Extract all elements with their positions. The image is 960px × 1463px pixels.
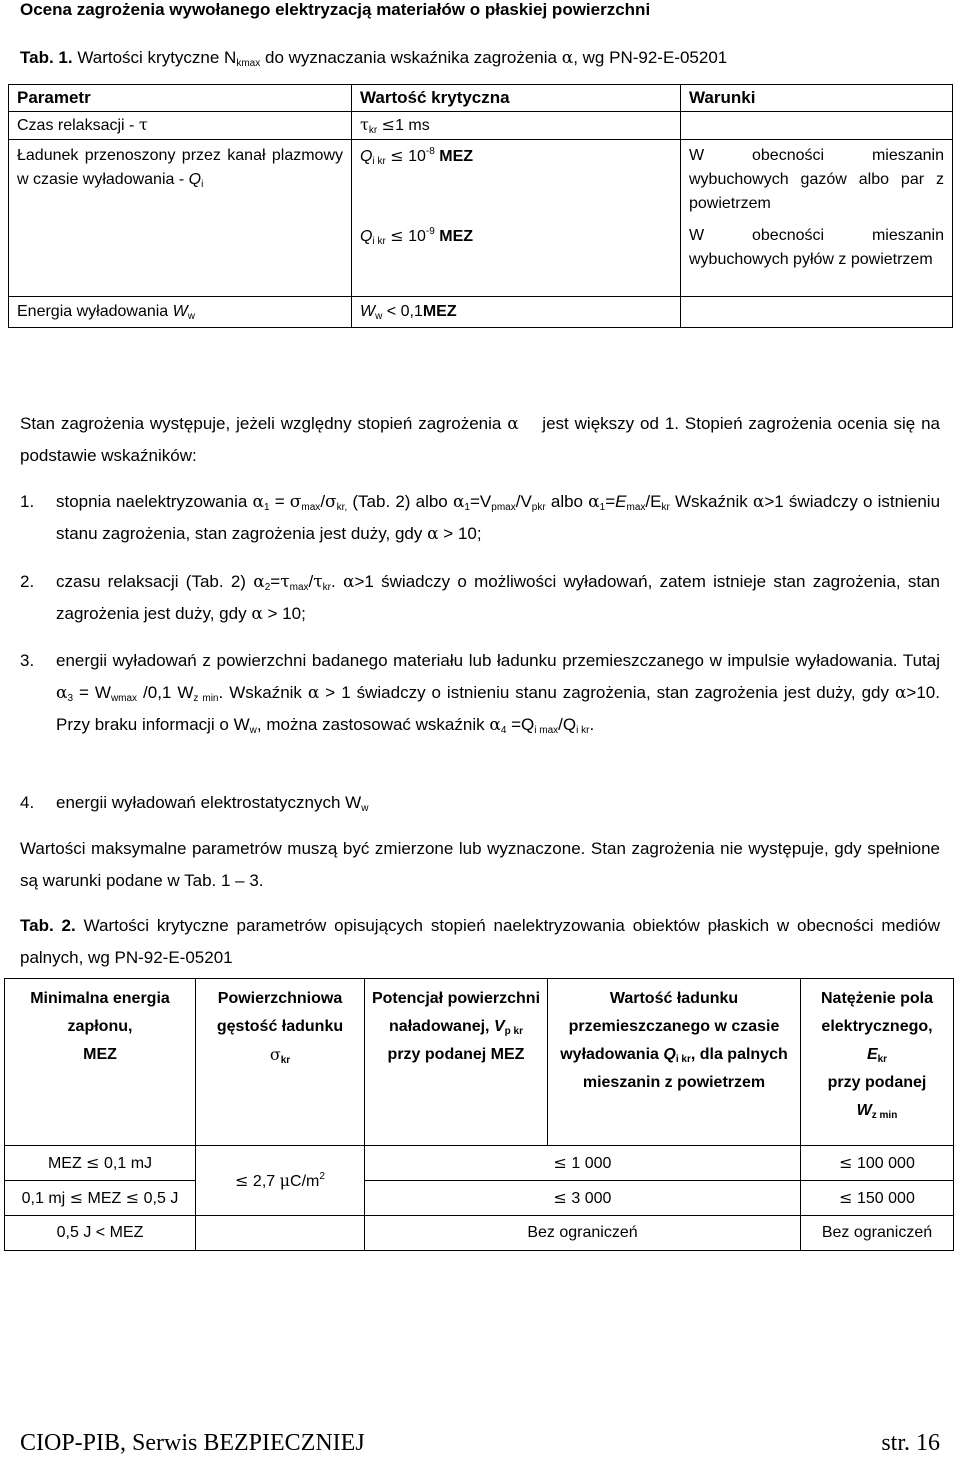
table2-header-field: Natężenie pola elektrycznego, $E_{kr}$ przy podanej $W_{z min}$ xyxy=(801,979,954,1146)
table2-row: 0,5 J < MEZ Bez ograniczeń Bez ograniczeń xyxy=(5,1216,954,1251)
intro-paragraph: Stan zagrożenia występuje, jeżeli względny stopień zagrożenia α jest większy od 1. Stopień zagrożenia ocenia się na podstawie wskaźników: xyxy=(20,414,940,465)
list-item-3: 3. energii wyładowań z powierzchni badanego materiału lub ładunku przemieszczanego w impulsie wyładowania. Tutaj $\alpha_3 = W_{wmax}$ /0,1 $W_{z min}$. Wskaźnik α > 1 świadczy o istnieniu stanu zagrożenia, stan zagrożenia jest duży, gdy α>10. Przy braku informacji o $W_w$, można zastosować wskaźnik $\alpha_4 =Q_{i max}/Q_{i kr}$. xyxy=(20,651,940,736)
table2 xyxy=(4,978,954,1251)
table2-header-charge: Wartość ładunku przemieszczanego w czasie wyładowania $Q_{i kr}$, dla palnych mieszanin z powietrzem xyxy=(548,979,801,1146)
table2-header-row xyxy=(5,979,954,1146)
list-item-2: 2. czasu relaksacji (Tab. 2) $\alpha_2=\tau_{max}/\tau_{kr}$. α>1 świadczy o możliwości wyładowań, zatem istnieje stan zagrożenia, stan zagrożenia jest duży, gdy α > 10; xyxy=(20,572,941,624)
table2-row: MEZ ≤ 0,1 mJ ≤ 2,7 $\mu C/m^2$ ≤ 1 000 ≤ 100 000 xyxy=(5,1146,954,1181)
table2-row: 0,1 mj ≤ MEZ ≤ 0,5 J ≤ 3 000 ≤ 150 000 xyxy=(5,1181,954,1216)
list-item-4: 4. energii wyładowań elektrostatycznych $W_w$ xyxy=(20,793,369,814)
table1-header-value: Wartość krytyczna xyxy=(352,85,681,112)
table2-caption: Tab. 2. Wartości krytyczne parametrów opisujących stopień naelektryzowania obiektów płaskich w obecności mediów palnych, wg PN-92-E-05201 xyxy=(20,916,940,967)
table1 xyxy=(8,84,953,328)
table1-row: $Q_{i kr} \le 10^{-9}$ MEZ W obecności mieszanin wybuchowych pyłów z powietrzem xyxy=(9,224,953,297)
table1-row: Ładunek przenoszony przez kanał plazmowy w czasie wyładowania - $Q_i$ $Q_{i kr} \le 10^{-8}$ MEZ W obecności mieszanin wybuchowych gazów albo par z powietrzem xyxy=(9,140,953,225)
table1-header-param: Parametr xyxy=(9,85,352,112)
table2-header-mez: Minimalna energia zapłonu, MEZ xyxy=(5,979,196,1146)
table1-header-row xyxy=(9,85,953,112)
footer-source: CIOP-PIB, Serwis BEZPIECZNIEJ xyxy=(20,1430,365,1456)
table1-row: Energia wyładowania $W_w$ $W_w < 0,1MEZ$ xyxy=(9,297,953,328)
table1-row: Czas relaksacji - τ $\tau_{kr} \le 1$ ms xyxy=(9,112,953,140)
list-item-1: 1. stopnia naelektryzowania $\alpha_1 = \sigma_{max}/\sigma_{kr,}$ (Tab. 2) albo $\alpha_1=V_{pmax}/V_{pkr}$ albo $\alpha_1=E_{max}/E_{kr}$ Wskaźnik α>1 świadczy o istnieniu stanu zagrożenia, stan zagrożenia jest duży, gdy α > 10; xyxy=(20,492,941,544)
page-heading: Ocena zagrożenia wywołanego elektryzacją materiałów o płaskiej powierzchni xyxy=(20,0,651,19)
table1-caption: Tab. 1. Wartości krytyczne $N_{kmax}$ do wyznaczania wskaźnika zagrożenia α, wg PN-92-E-05201 xyxy=(20,48,728,69)
table1-header-conditions: Warunki xyxy=(681,85,953,112)
footer-page-number: str. 16 xyxy=(881,1430,940,1456)
table1-condition-dust: W obecności mieszanin wybuchowych pyłów z powietrzem xyxy=(681,224,953,297)
table2-header-sigma: Powierzchniowa gęstość ładunku $\sigma_{kr}$ xyxy=(196,979,365,1146)
table1-condition-gases: W obecności mieszanin wybuchowych gazów albo par z powietrzem xyxy=(681,140,953,225)
paragraph-2: Wartości maksymalne parametrów muszą być zmierzone lub wyznaczone. Stan zagrożenia nie występuje, gdy spełnione są warunki podane w Tab. 1 – 3. xyxy=(20,839,940,890)
table2-header-potential: Potencjał powierzchni naładowanej, $V_{p kr}$ przy podanej MEZ xyxy=(365,979,548,1146)
